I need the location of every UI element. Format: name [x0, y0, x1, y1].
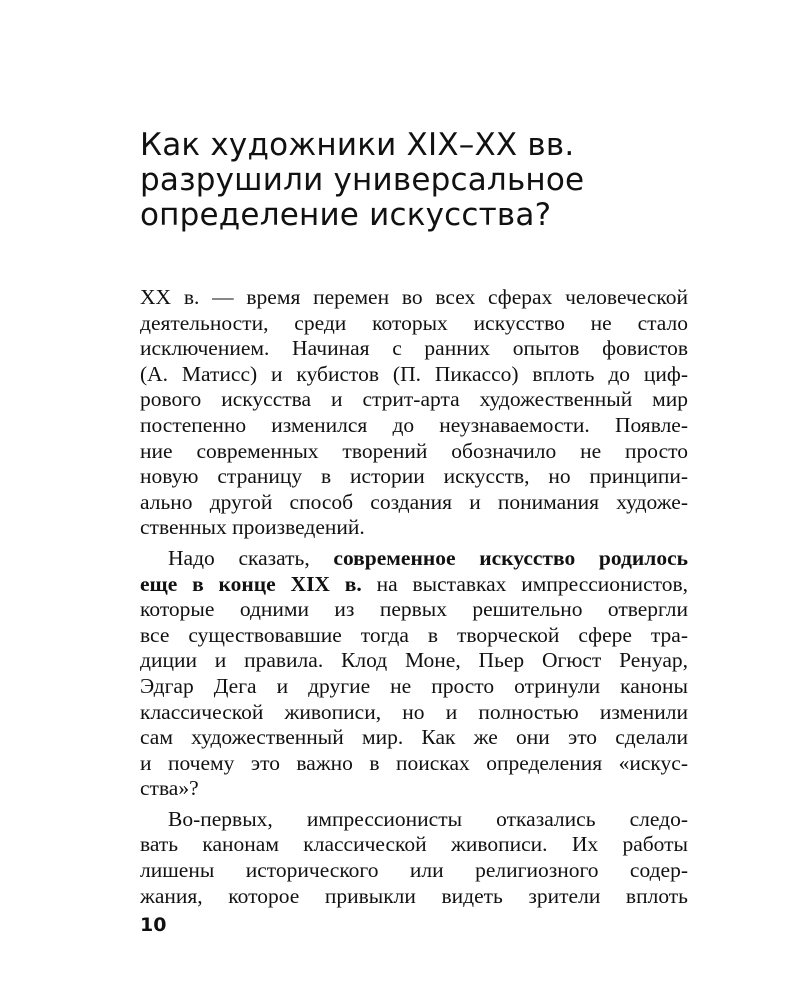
- text-line: диции и правила. Клод Моне, Пьер Огюст Ренуар,: [140, 648, 688, 673]
- paragraph: [140, 546, 688, 802]
- text-line: Надо сказать, современное искусство родилось: [168, 545, 688, 570]
- text-line: вать канонам классической живописи. Их работы: [140, 832, 688, 857]
- text-line: все существовавшие тогда в творческой сфере тра-: [140, 622, 688, 647]
- bold-emphasis: современное искусство родилось: [333, 545, 688, 570]
- text-line: рового искусства и стрит-арта художественный мир: [140, 387, 688, 412]
- text-line: лишены исторического или религиозного содер-: [140, 858, 688, 883]
- text-line: жания, которое привыкли видеть зрители вплоть: [140, 883, 688, 908]
- text-line: XX в. — время перемен во всех сферах человеческой: [140, 285, 688, 309]
- text-line: классической живописи, но и полностью изменили: [140, 699, 688, 724]
- text-line: которые одними из первых решительно отвергли: [140, 597, 688, 622]
- chapter-title: [140, 128, 740, 233]
- chapter-title-line: определение искусства?: [140, 197, 552, 233]
- text-line: и почему это важно в поисках определения «искус-: [140, 750, 688, 775]
- chapter-title-line: разрушили универсальное: [140, 162, 585, 198]
- text-line: Во-первых, импрессионисты отказались следо-: [168, 806, 688, 831]
- text-line: ственных произведений.: [140, 515, 365, 540]
- text-line: (А. Матисс) и кубистов (П. Пикассо) вплоть до циф-: [140, 361, 688, 386]
- text-line: ально другой способ создания и понимания художе-: [140, 489, 688, 514]
- chapter-title-line: Как художники XIX–XX вв.: [140, 127, 575, 163]
- text-line: еще в конце XIX в. на выставках импрессионистов,: [140, 571, 688, 596]
- page-number: 10: [140, 914, 167, 936]
- text-line: деятельности, среди которых искусство не стало: [140, 310, 688, 335]
- text-line: ние современных творений обозначило не просто: [140, 438, 688, 463]
- paragraph: [140, 807, 688, 909]
- text-line: постепенно изменился до неузнаваемости. Появле-: [140, 412, 688, 437]
- bold-emphasis: еще в конце XIX в.: [140, 571, 362, 596]
- text-line: сам художественный мир. Как же они это сделали: [140, 725, 688, 750]
- text-line: новую страницу в истории искусств, но принципи-: [140, 464, 688, 489]
- text-line: Эдгар Дега и другие не просто отринули каноны: [140, 673, 688, 698]
- text-line: исключением. Начиная с ранних опытов фовистов: [140, 336, 688, 361]
- paragraph: [140, 285, 688, 541]
- body-text: [140, 285, 688, 909]
- text-line: ства»?: [140, 776, 199, 801]
